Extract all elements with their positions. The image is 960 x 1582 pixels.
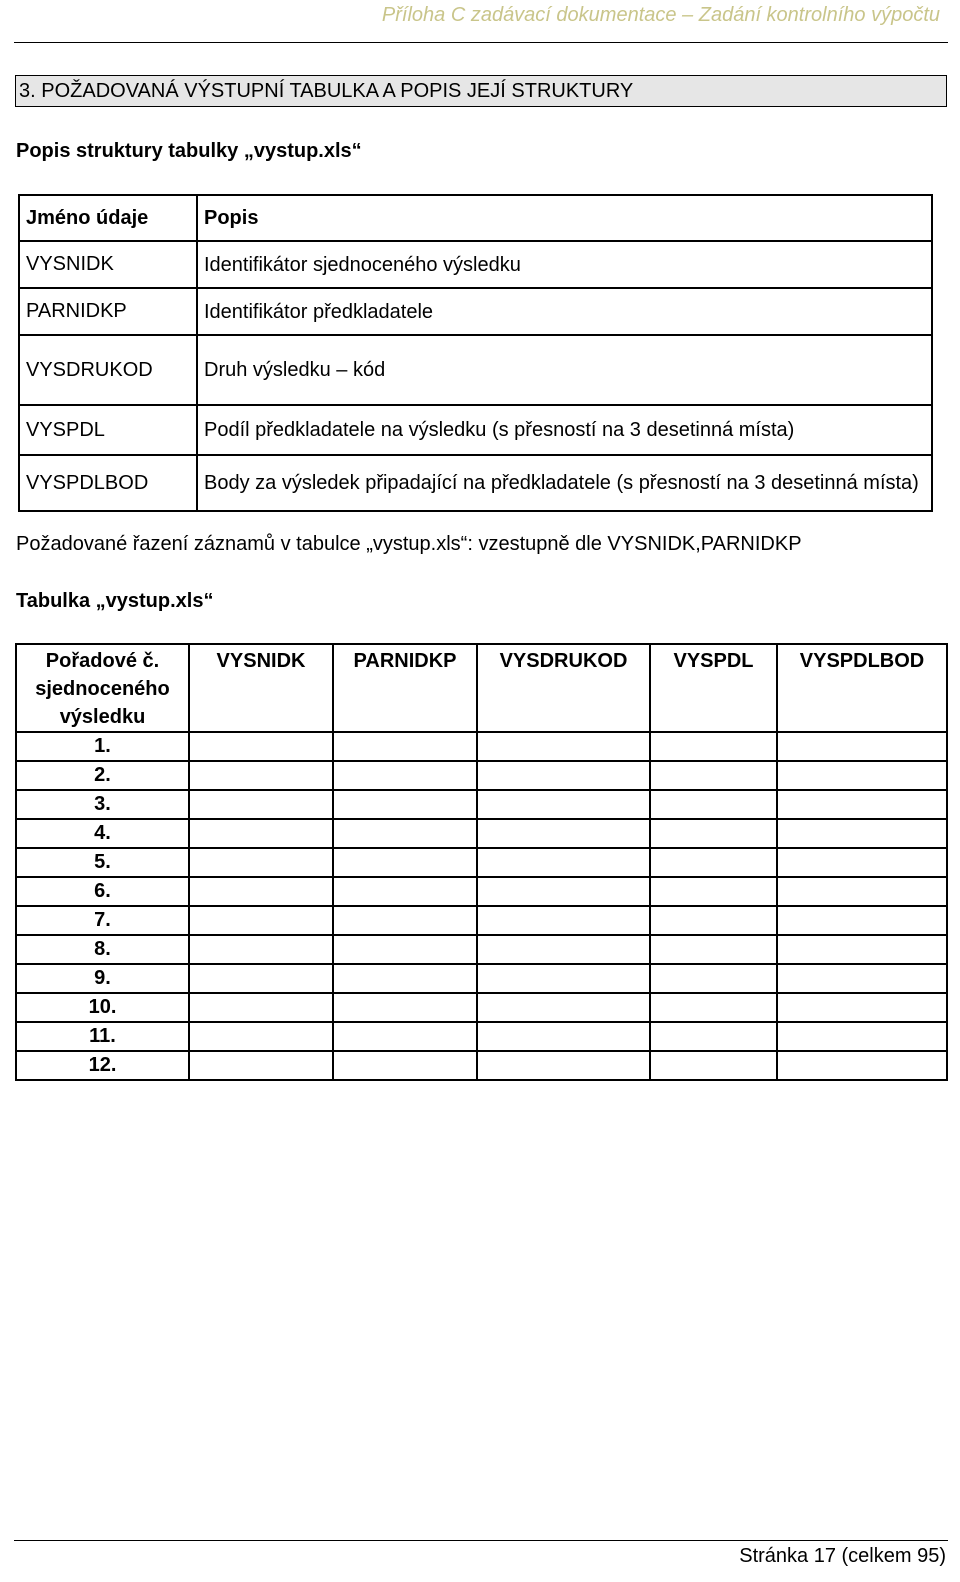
row-number: 8. bbox=[16, 935, 189, 964]
document-header-title: Příloha C zadávací dokumentace – Zadání kontrolního výpočtu bbox=[381, 4, 940, 26]
table-row bbox=[16, 732, 947, 761]
field-description: Body za výsledek připadající na předkladatele (s přesností na 3 desetinná místa) bbox=[197, 455, 932, 511]
cell-vyspdlbod bbox=[777, 964, 947, 993]
table-row bbox=[19, 455, 932, 511]
cell-vysnidk bbox=[189, 790, 333, 819]
table-row bbox=[19, 335, 932, 405]
output-table-heading: Tabulka „vystup.xls“ bbox=[16, 590, 214, 612]
table-row bbox=[16, 935, 947, 964]
field-name: VYSPDLBOD bbox=[19, 455, 197, 511]
cell-parnidkp bbox=[333, 819, 477, 848]
row-number: 3. bbox=[16, 790, 189, 819]
row-number: 7. bbox=[16, 906, 189, 935]
cell-vysdrukod bbox=[477, 935, 650, 964]
row-number: 5. bbox=[16, 848, 189, 877]
table-row bbox=[19, 241, 932, 288]
row-number: 6. bbox=[16, 877, 189, 906]
cell-vyspdlbod bbox=[777, 732, 947, 761]
table-row bbox=[16, 993, 947, 1022]
table-row bbox=[16, 761, 947, 790]
cell-vysnidk bbox=[189, 761, 333, 790]
cell-parnidkp bbox=[333, 1022, 477, 1051]
column-header-vyspdlbod: VYSPDLBOD bbox=[777, 644, 947, 732]
row-number: 10. bbox=[16, 993, 189, 1022]
field-description: Identifikátor sjednoceného výsledku bbox=[197, 241, 932, 288]
table-row bbox=[16, 906, 947, 935]
cell-vysnidk bbox=[189, 877, 333, 906]
row-number: 2. bbox=[16, 761, 189, 790]
table-row bbox=[16, 790, 947, 819]
cell-vysnidk bbox=[189, 732, 333, 761]
cell-vysnidk bbox=[189, 993, 333, 1022]
output-table bbox=[15, 643, 948, 1081]
field-name: PARNIDKP bbox=[19, 288, 197, 335]
cell-parnidkp bbox=[333, 790, 477, 819]
table-row bbox=[16, 848, 947, 877]
column-header-name: Jméno údaje bbox=[19, 195, 197, 241]
section-heading: 3. POŽADOVANÁ VÝSTUPNÍ TABULKA A POPIS JEJÍ STRUKTURY bbox=[15, 75, 947, 107]
structure-header-row bbox=[19, 195, 932, 241]
cell-vyspdl bbox=[650, 993, 777, 1022]
cell-vysdrukod bbox=[477, 790, 650, 819]
table-row bbox=[19, 288, 932, 335]
cell-parnidkp bbox=[333, 761, 477, 790]
field-name: VYSPDL bbox=[19, 405, 197, 455]
cell-vyspdlbod bbox=[777, 1051, 947, 1080]
cell-parnidkp bbox=[333, 732, 477, 761]
cell-vysnidk bbox=[189, 848, 333, 877]
structure-heading: Popis struktury tabulky „vystup.xls“ bbox=[16, 140, 362, 162]
row-number: 4. bbox=[16, 819, 189, 848]
column-header-vyspdl: VYSPDL bbox=[650, 644, 777, 732]
cell-vyspdl bbox=[650, 732, 777, 761]
structure-table bbox=[18, 194, 933, 512]
table-row bbox=[16, 1051, 947, 1080]
cell-parnidkp bbox=[333, 1051, 477, 1080]
row-number: 1. bbox=[16, 732, 189, 761]
cell-vyspdlbod bbox=[777, 790, 947, 819]
cell-vysdrukod bbox=[477, 964, 650, 993]
cell-vysnidk bbox=[189, 1022, 333, 1051]
field-description: Podíl předkladatele na výsledku (s přesností na 3 desetinná místa) bbox=[197, 405, 932, 455]
cell-parnidkp bbox=[333, 877, 477, 906]
table-row bbox=[16, 819, 947, 848]
cell-vyspdlbod bbox=[777, 906, 947, 935]
row-number: 12. bbox=[16, 1051, 189, 1080]
cell-vyspdl bbox=[650, 1051, 777, 1080]
table-row bbox=[16, 1022, 947, 1051]
table-row bbox=[19, 405, 932, 455]
field-description: Druh výsledku – kód bbox=[197, 335, 932, 405]
cell-vysnidk bbox=[189, 1051, 333, 1080]
cell-vyspdl bbox=[650, 848, 777, 877]
page-number: Stránka 17 (celkem 95) bbox=[739, 1545, 946, 1567]
cell-vyspdlbod bbox=[777, 877, 947, 906]
field-description: Identifikátor předkladatele bbox=[197, 288, 932, 335]
cell-vyspdl bbox=[650, 877, 777, 906]
cell-parnidkp bbox=[333, 906, 477, 935]
cell-parnidkp bbox=[333, 993, 477, 1022]
cell-vyspdl bbox=[650, 964, 777, 993]
field-name: VYSDRUKOD bbox=[19, 335, 197, 405]
column-header-order: Pořadové č. sjednoceného výsledku bbox=[16, 644, 189, 732]
output-table-body bbox=[16, 732, 947, 1080]
cell-vyspdlbod bbox=[777, 993, 947, 1022]
cell-vysdrukod bbox=[477, 906, 650, 935]
footer-divider bbox=[14, 1540, 948, 1541]
cell-vyspdlbod bbox=[777, 819, 947, 848]
column-header-vysdrukod: VYSDRUKOD bbox=[477, 644, 650, 732]
table-row bbox=[16, 964, 947, 993]
cell-vyspdl bbox=[650, 906, 777, 935]
cell-vysdrukod bbox=[477, 732, 650, 761]
cell-vysdrukod bbox=[477, 1022, 650, 1051]
cell-vyspdlbod bbox=[777, 761, 947, 790]
output-header-row bbox=[16, 644, 947, 732]
cell-vyspdlbod bbox=[777, 1022, 947, 1051]
field-name: VYSNIDK bbox=[19, 241, 197, 288]
cell-vysdrukod bbox=[477, 819, 650, 848]
table-row bbox=[16, 877, 947, 906]
cell-parnidkp bbox=[333, 935, 477, 964]
header-divider bbox=[14, 42, 948, 43]
row-number: 9. bbox=[16, 964, 189, 993]
cell-vysdrukod bbox=[477, 761, 650, 790]
cell-parnidkp bbox=[333, 848, 477, 877]
column-header-parnidkp: PARNIDKP bbox=[333, 644, 477, 732]
cell-vyspdl bbox=[650, 935, 777, 964]
cell-vysnidk bbox=[189, 935, 333, 964]
cell-vyspdl bbox=[650, 790, 777, 819]
cell-vysdrukod bbox=[477, 848, 650, 877]
cell-vyspdlbod bbox=[777, 935, 947, 964]
cell-vysnidk bbox=[189, 964, 333, 993]
sorting-requirement: Požadované řazení záznamů v tabulce „vystup.xls“: vzestupně dle VYSNIDK,PARNIDKP bbox=[16, 533, 802, 555]
cell-vysnidk bbox=[189, 906, 333, 935]
cell-vysdrukod bbox=[477, 877, 650, 906]
cell-vyspdl bbox=[650, 819, 777, 848]
cell-vyspdl bbox=[650, 761, 777, 790]
column-header-description: Popis bbox=[197, 195, 932, 241]
column-header-vysnidk: VYSNIDK bbox=[189, 644, 333, 732]
cell-vysnidk bbox=[189, 819, 333, 848]
cell-parnidkp bbox=[333, 964, 477, 993]
cell-vysdrukod bbox=[477, 1051, 650, 1080]
cell-vyspdlbod bbox=[777, 848, 947, 877]
cell-vysdrukod bbox=[477, 993, 650, 1022]
cell-vyspdl bbox=[650, 1022, 777, 1051]
row-number: 11. bbox=[16, 1022, 189, 1051]
